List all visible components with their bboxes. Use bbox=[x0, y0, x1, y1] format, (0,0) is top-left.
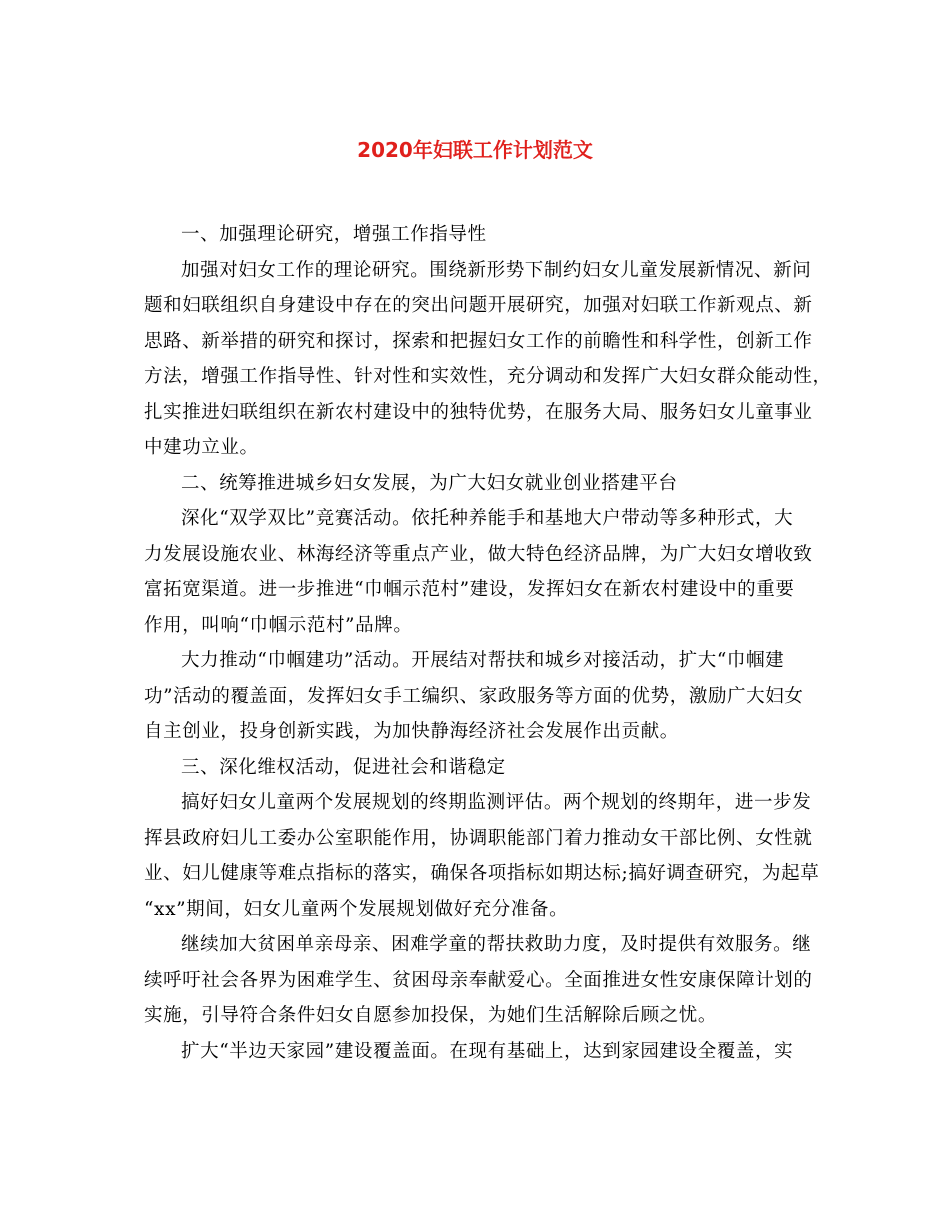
section-heading-2: 二、统筹推进城乡妇女发展，为广大妇女就业创业搭建平台 bbox=[181, 472, 678, 494]
paragraph-line: 挥县政府妇儿工委办公室职能作用，协调职能部门着力推动女干部比例、女性就 bbox=[144, 827, 813, 849]
paragraph-line: 自主创业，投身创新实践，为加快静海经济社会发展作出贡献。 bbox=[144, 721, 679, 742]
document-title: 2020年妇联工作计划范文 bbox=[357, 138, 593, 162]
paragraph-line: 加强对妇女工作的理论研究。围绕新形势下制约妇女儿童发展新情况、新问 bbox=[181, 259, 812, 281]
paragraph-line: 业、妇儿健康等难点指标的落实，确保各项指标如期达标;搞好调查研究，为起草 bbox=[144, 863, 820, 884]
paragraph-line: 方法，增强工作指导性、针对性和实效性，充分调动和发挥广大妇女群众能动性， bbox=[144, 366, 832, 387]
paragraph-line: 题和妇联组织自身建设中存在的突出问题开展研究，加强对妇联工作新观点、新 bbox=[144, 295, 813, 316]
paragraph-line: 扩大“半边天家园”建设覆盖面。在现有基础上，达到家园建设全覆盖，实 bbox=[181, 1040, 794, 1062]
paragraph-line: 大力推动“巾帼建功”活动。开展结对帮扶和城乡对接活动，扩大“巾帼建 bbox=[181, 650, 785, 671]
paragraph-line: 功”活动的覆盖面，发挥妇女手工编织、家政服务等方面的优势，激励广大妇女 bbox=[144, 685, 804, 707]
paragraph-line: 搞好妇女儿童两个发展规划的终期监测评估。两个规划的终期年，进一步发 bbox=[181, 792, 812, 813]
paragraph-line: 继续加大贫困单亲母亲、困难学童的帮扶救助力度，及时提供有效服务。继 bbox=[181, 934, 812, 955]
paragraph-line: 思路、新举措的研究和探讨，探索和把握妇女工作的前瞻性和科学性，创新工作 bbox=[144, 330, 813, 352]
paragraph-line: 续呼吁社会各界为困难学生、贫困母亲奉献爱心。全面推进女性安康保障计划的 bbox=[144, 969, 813, 991]
paragraph-line: 富拓宽渠道。进一步推进“巾帼示范村”建设，发挥妇女在新农村建设中的重要 bbox=[144, 579, 795, 600]
paragraph-line: 扎实推进妇联组织在新农村建设中的独特优势，在服务大局、服务妇女儿童事业 bbox=[144, 401, 813, 423]
section-heading-1: 一、加强理论研究，增强工作指导性 bbox=[181, 224, 487, 245]
section-heading-3: 三、深化维权活动，促进社会和谐稳定 bbox=[181, 756, 506, 778]
paragraph-line: 中建功立业。 bbox=[144, 437, 259, 458]
paragraph-line: “xx”期间，妇女儿童两个发展规划做好充分准备。 bbox=[144, 898, 569, 920]
paragraph-line: 作用，叫响“巾帼示范村”品牌。 bbox=[144, 614, 413, 636]
document-body bbox=[144, 222, 832, 1074]
paragraph-line: 力发展设施农业、林海经济等重点产业，做大特色经济品牌，为广大妇女增收致 bbox=[144, 543, 813, 565]
paragraph-line: 深化“双学双比”竞赛活动。依托种养能手和基地大户带动等多种形式，大 bbox=[181, 508, 794, 529]
paragraph-line: 实施，引导符合条件妇女自愿参加投保，为她们生活解除后顾之忧。 bbox=[144, 1005, 718, 1026]
